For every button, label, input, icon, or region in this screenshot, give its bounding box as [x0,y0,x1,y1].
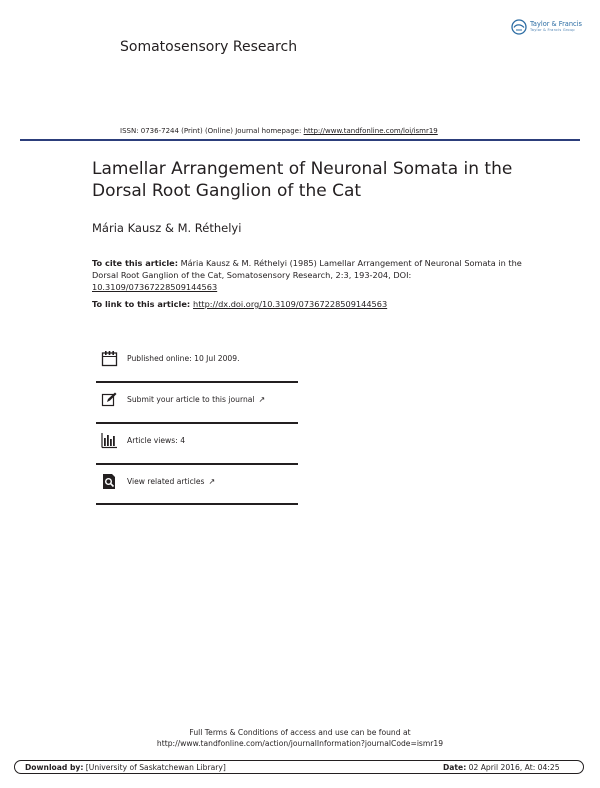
info-divider [96,503,298,505]
article-views-text: Article views: 4 [127,435,186,445]
terms-line: Full Terms & Conditions of access and use can be found at [189,728,411,737]
taylor-francis-logo-icon [511,19,527,35]
published-online-text: Published online: 10 Jul 2009. [127,353,240,363]
bar-chart-icon [100,431,118,449]
search-document-icon [100,472,118,490]
published-online-row [96,338,298,378]
downloaded-by-label: Download by: [25,762,84,772]
article-link-line [92,299,387,309]
download-date [443,763,560,772]
download-date-value: 02 April 2016, At: 04:25 [466,762,560,772]
edit-icon [100,390,118,408]
citation-text: Mária Kausz & M. Réthelyi (1985) Lamellar Arrangement of Neuronal Somata in the Dorsal Root Ganglion of the Cat, Somatosensory Research, 2:3, 193-204, DOI: [92,258,522,280]
journal-homepage-link[interactable]: http://www.tandfonline.com/loi/ismr19 [303,127,438,135]
citation-block [92,257,522,293]
journal-name: Somatosensory Research [120,39,298,55]
submit-article-link[interactable]: Submit your article to this journal [127,394,255,404]
logo-wordmark: Taylor & Francis [530,20,582,29]
logo-subtitle: Taylor & Francis Group [530,28,575,32]
downloaded-by-value: [University of Saskatchewan Library] [83,762,226,772]
issn-line [120,127,438,135]
related-articles-row[interactable] [96,461,298,501]
article-authors: Mária Kausz & M. Réthelyi [92,221,242,235]
citation-doi-link[interactable]: 10.3109/07367228509144563 [92,282,218,292]
terms-note [0,727,600,749]
downloaded-by [25,763,226,772]
download-date-label: Date: [443,762,467,772]
terms-url-link[interactable]: http://www.tandfonline.com/action/journalInformation?journalCode=ismr19 [156,739,444,748]
external-link-icon: ↗ [208,476,216,486]
related-articles-link[interactable]: View related articles [127,476,205,486]
article-doi-link[interactable]: http://dx.doi.org/10.3109/07367228509144563 [193,299,388,309]
external-link-icon: ↗ [258,394,266,404]
article-title: Lamellar Arrangement of Neuronal Somata in the Dorsal Root Ganglion of the Cat [92,159,513,201]
publisher-logo[interactable] [511,16,587,38]
download-info-bar [14,760,584,774]
calendar-icon [100,349,118,367]
article-views-row [96,420,298,460]
submit-article-row[interactable] [96,379,298,419]
link-label: To link to this article: [92,299,193,309]
citation-label: To cite this article: [92,258,178,268]
issn-text: ISSN: 0736-7244 (Print) (Online) Journal homepage: [120,127,304,135]
header-divider [20,139,580,141]
